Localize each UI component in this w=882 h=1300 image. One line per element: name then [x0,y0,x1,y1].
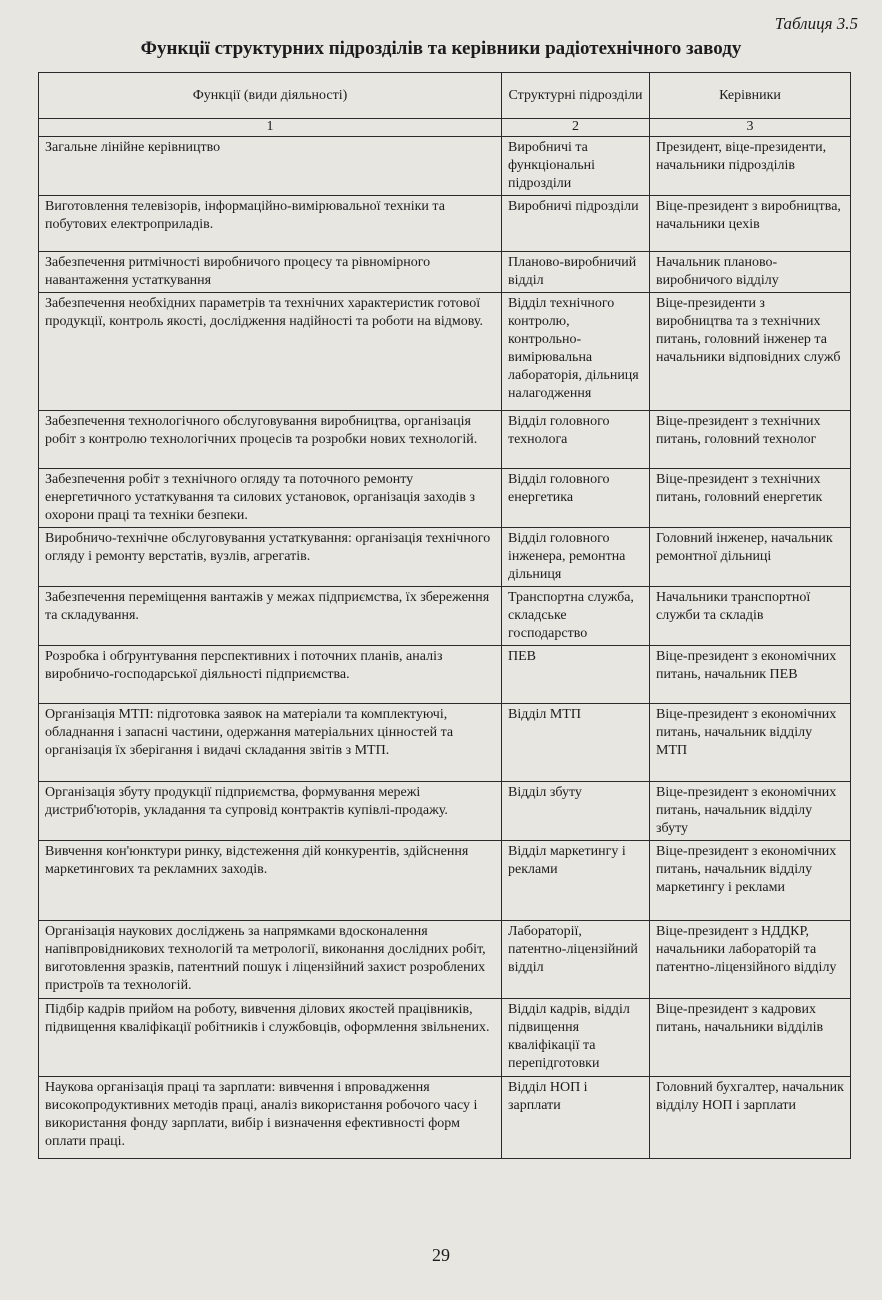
head-cell: Віце-президент з НДДКР, начальники лабораторій та патентно-ліцензійного відділу [650,921,851,999]
head-cell: Віце-президент з економічних питань, начальник відділу МТП [650,704,851,782]
table-row [39,921,851,999]
table-row [39,1077,851,1159]
function-cell: Вивчення кон'юнктури ринку, відстеження дій конкурентів, здійснення маркетингових та рекламних заходів. [39,841,502,921]
header-functions: Функції (види діяльності) [39,73,502,119]
unit-cell: Лабораторії, патентно-ліцензійний відділ [502,921,650,999]
function-cell: Виготовлення телевізорів, інформаційно-вимірювальної техніки та побутових електроприладів. [39,196,502,252]
head-cell: Віце-президент з економічних питань, начальник відділу збуту [650,782,851,841]
head-cell: Начальник планово-виробничого відділу [650,252,851,293]
unit-cell: Відділ технічного контролю, контрольно-вимірювальна лабораторія, дільниця налагодження [502,293,650,411]
function-cell: Розробка і обґрунтування перспективних і поточних планів, аналіз виробничо-господарської діяльності підприємства. [39,646,502,704]
function-cell: Забезпечення технологічного обслуговування виробництва, організація робіт з контролю технологічних процесів та розробки нових технологій. [39,411,502,469]
table-row [39,587,851,646]
column-number-row [39,119,851,137]
table-row [39,841,851,921]
head-cell: Віце-президент з виробництва, начальники цехів [650,196,851,252]
column-number: 1 [39,119,502,137]
function-cell: Організація збуту продукції підприємства, формування мережі дистриб'юторів, укладання та супровід контрактів купівлі-продажу. [39,782,502,841]
head-cell: Віце-президент з технічних питань, головний енергетик [650,469,851,528]
unit-cell: Відділ головного технолога [502,411,650,469]
table-row [39,252,851,293]
unit-cell: Відділ МТП [502,704,650,782]
head-cell: Віце-президент з технічних питань, головний технолог [650,411,851,469]
function-cell: Виробничо-технічне обслуговування устаткування: організація технічного огляду і ремонту верстатів, вузлів, агрегатів. [39,528,502,587]
page-number: 29 [432,1245,450,1265]
header-heads: Керівники [650,73,851,119]
head-cell: Головний інженер, начальник ремонтної дільниці [650,528,851,587]
unit-cell: Відділ маркетингу і реклами [502,841,650,921]
function-cell: Організація наукових досліджень за напрямками вдосконалення напівпровідникових технологій та метрології, виконання дослідних робіт, виготовлення зразків, патентний пошук і ліцензійний захист розроблених пристроїв та технологій. [39,921,502,999]
table-row [39,411,851,469]
unit-cell: Відділ збуту [502,782,650,841]
page-title: Функції структурних підрозділів та керівники радіотехнічного заводу [140,38,742,59]
unit-cell: ПЕВ [502,646,650,704]
table-body [39,119,851,1159]
function-cell: Підбір кадрів прийом на роботу, вивчення ділових якостей працівників, підвищення кваліфікації робітників і службовців, оформлення звільнених. [39,999,502,1077]
functions-table [38,72,851,1159]
unit-cell: Транспортна служба, складське господарство [502,587,650,646]
unit-cell: Виробничі та функціональні підрозділи [502,137,650,196]
function-cell: Забезпечення робіт з технічного огляду та поточного ремонту енергетичного устаткування та силових установок, організація заходів з охорони праці та техніки безпеки. [39,469,502,528]
unit-cell: Відділ кадрів, відділ підвищення кваліфікації та перепідготовки [502,999,650,1077]
function-cell: Наукова організація праці та зарплати: вивчення і впровадження високопродуктивних методів праці, аналіз використання робочого часу і використання фонду зарплати, вибір і визначення ефективності форм оплати праці. [39,1077,502,1159]
head-cell: Віце-президент з економічних питань, начальник ПЕВ [650,646,851,704]
unit-cell: Відділ НОП і зарплати [502,1077,650,1159]
head-cell: Віце-президент з економічних питань, начальник відділу маркетингу і реклами [650,841,851,921]
head-cell: Президент, віце-президенти, начальники підрозділів [650,137,851,196]
unit-cell: Планово-виробничий відділ [502,252,650,293]
function-cell: Забезпечення переміщення вантажів у межах підприємства, їх збереження та складування. [39,587,502,646]
table-row [39,469,851,528]
table-row [39,137,851,196]
header-units: Структурні підрозділи [502,73,650,119]
unit-cell: Відділ головного інженера, ремонтна дільниця [502,528,650,587]
column-number: 3 [650,119,851,137]
table-row [39,646,851,704]
table-row [39,782,851,841]
function-cell: Забезпечення необхідних параметрів та технічних характеристик готової продукції, контроль якості, дослідження надійності та роботи на відмову. [39,293,502,411]
head-cell: Віце-президент з кадрових питань, начальники відділів [650,999,851,1077]
unit-cell: Відділ головного енергетика [502,469,650,528]
head-cell: Начальники транспортної служби та складів [650,587,851,646]
table-row [39,999,851,1077]
column-number: 2 [502,119,650,137]
unit-cell: Виробничі підрозділи [502,196,650,252]
table-row [39,704,851,782]
head-cell: Віце-президенти з виробництва та з технічних питань, головний інженер та начальники відповідних служб [650,293,851,411]
function-cell: Організація МТП: підготовка заявок на матеріали та комплектуючі, обладнання і запасні частини, одержання матеріальних цінностей та організація їх зберігання і видачі складання звітів з МТП. [39,704,502,782]
table-row [39,196,851,252]
header-row [39,73,851,119]
head-cell: Головний бухгалтер, начальник відділу НОП і зарплати [650,1077,851,1159]
function-cell: Загальне лінійне керівництво [39,137,502,196]
table-row [39,293,851,411]
table-label: Таблиця 3.5 [774,14,858,33]
function-cell: Забезпечення ритмічності виробничого процесу та рівномірного навантаження устаткування [39,252,502,293]
table-row [39,528,851,587]
